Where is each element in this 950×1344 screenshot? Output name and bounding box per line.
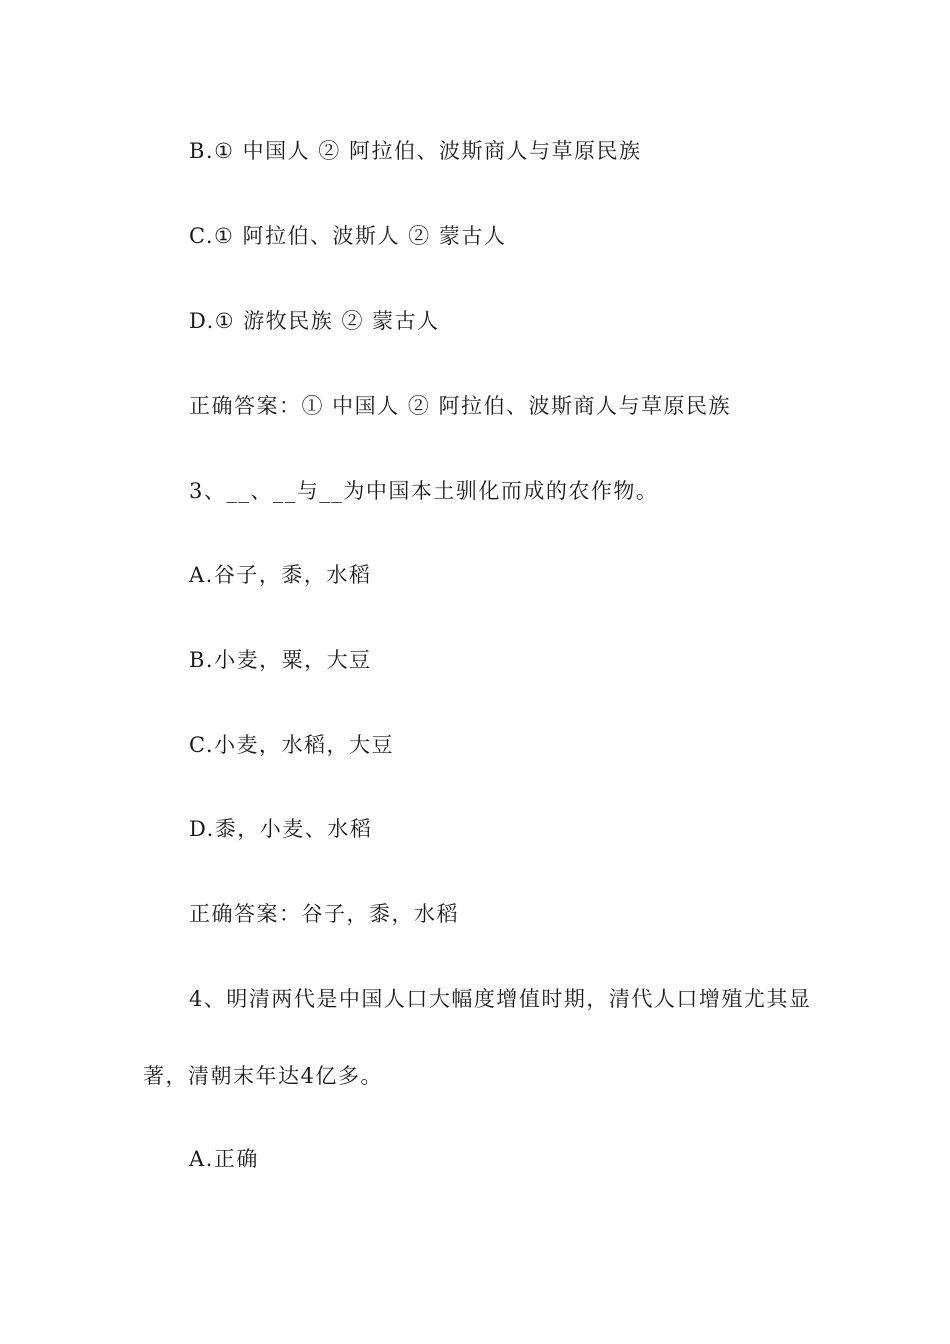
q4-question-line2: 著，清朝末年达4亿多。 <box>143 1064 383 1088</box>
q2-option-d: D.① 游牧民族 ② 蒙古人 <box>189 309 440 333</box>
q3-option-c: C.小麦，水稻，大豆 <box>189 733 394 757</box>
q3-option-a: A.谷子，黍，水稻 <box>189 563 372 587</box>
q3-question: 3、__、__与__为中国本土驯化而成的农作物。 <box>189 479 659 503</box>
q2-option-c: C.① 阿拉伯、波斯人 ② 蒙古人 <box>189 224 507 248</box>
q4-question-line1: 4、明清两代是中国人口大幅度增值时期，清代人口增殖尤其显 <box>189 987 812 1011</box>
q2-answer: 正确答案：① 中国人 ② 阿拉伯、波斯商人与草原民族 <box>189 394 732 418</box>
q3-option-b: B.小麦，粟，大豆 <box>189 648 372 672</box>
q2-option-b: B.① 中国人 ② 阿拉伯、波斯商人与草原民族 <box>189 139 642 163</box>
q4-option-a: A.正确 <box>189 1147 259 1171</box>
q3-answer: 正确答案：谷子，黍，水稻 <box>189 902 459 926</box>
q3-option-d: D.黍，小麦、水稻 <box>189 817 373 841</box>
